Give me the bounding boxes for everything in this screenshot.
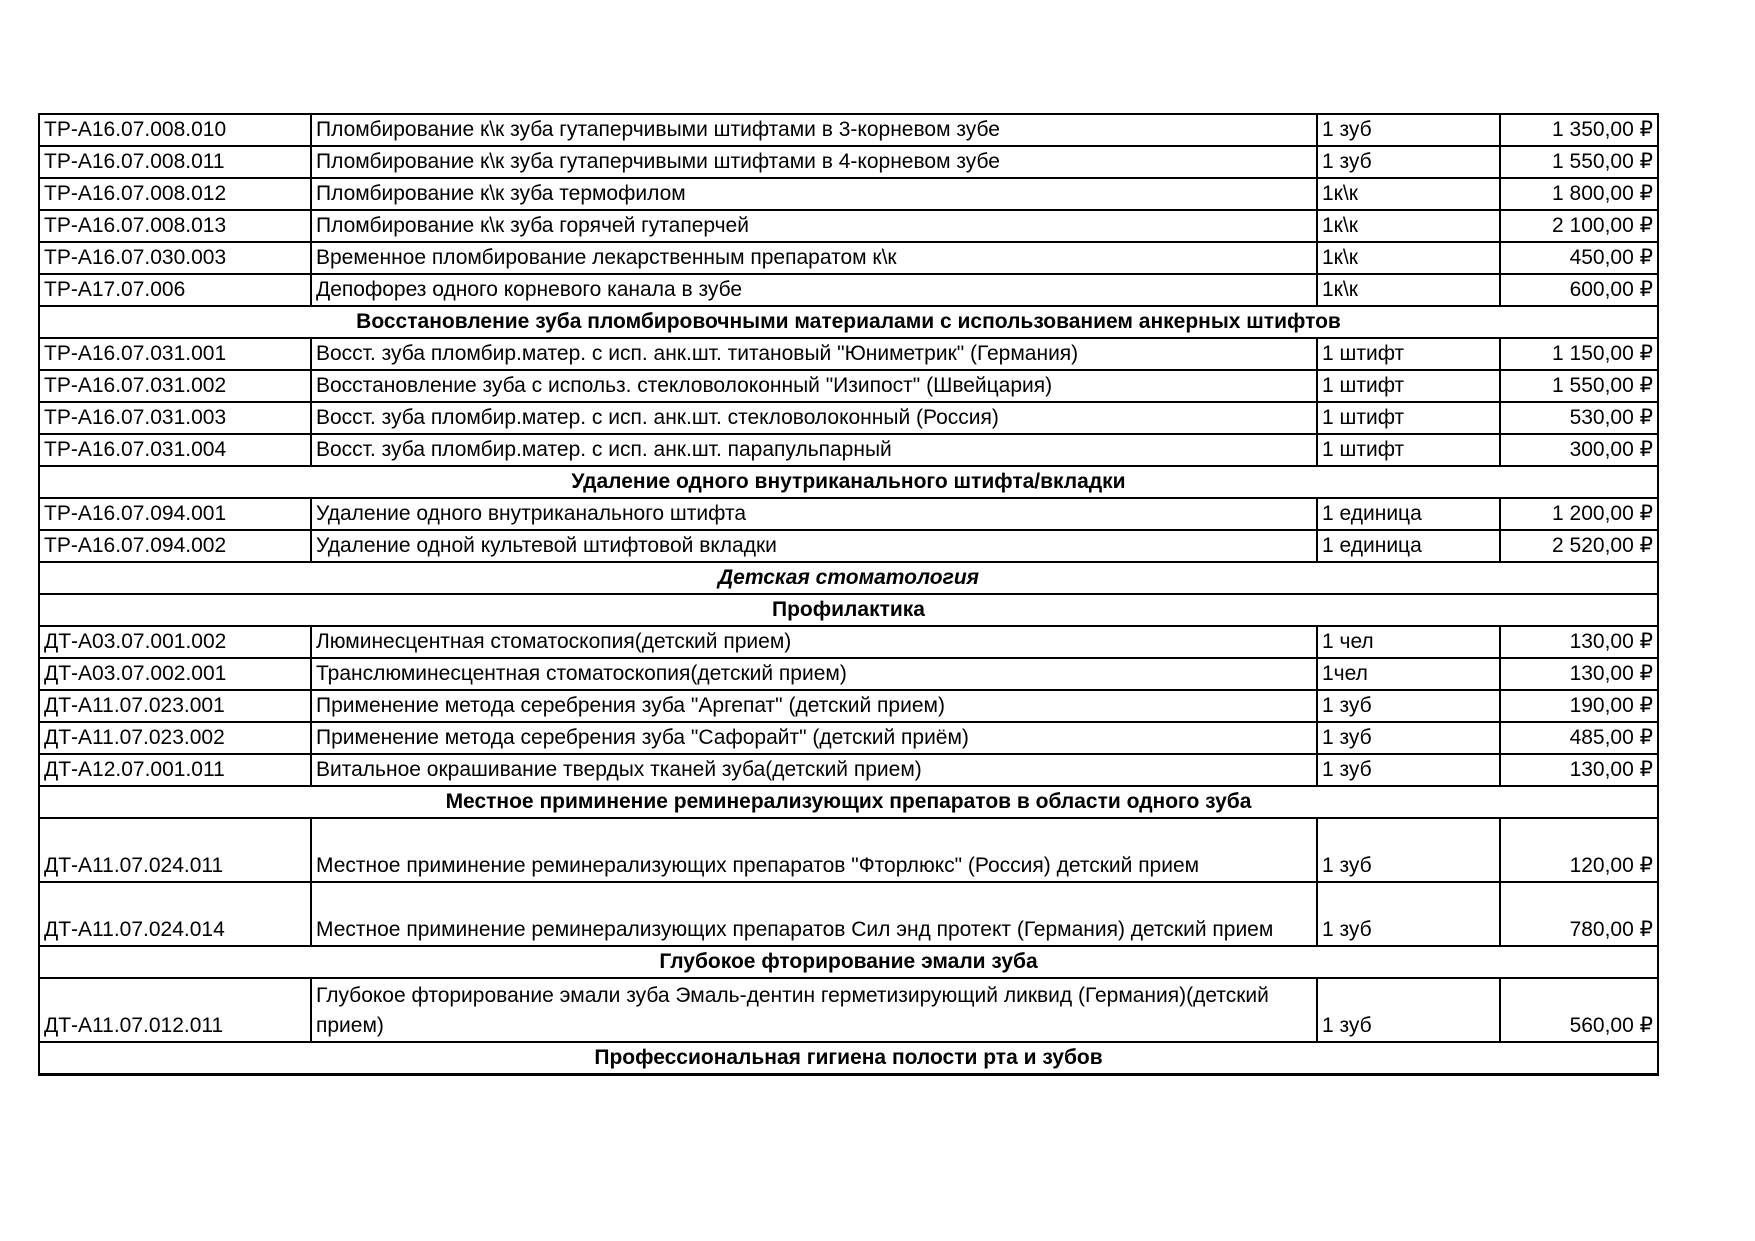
price-cell: 1 150,00 ₽ (1500, 338, 1658, 370)
service-code-cell: ТР-А16.07.031.001 (39, 338, 311, 370)
price-cell: 2 100,00 ₽ (1500, 210, 1658, 242)
unit-cell: 1 штифт (1317, 370, 1500, 402)
service-code-cell: ТР-А16.07.008.010 (39, 114, 311, 146)
service-name-cell: Пломбирование к\к зуба горячей гутаперчей (311, 210, 1317, 242)
price-cell: 190,00 ₽ (1500, 690, 1658, 722)
unit-cell: 1 чел (1317, 626, 1500, 658)
price-cell: 450,00 ₽ (1500, 242, 1658, 274)
service-code-cell: ТР-А16.07.008.012 (39, 178, 311, 210)
price-cell: 530,00 ₽ (1500, 402, 1658, 434)
price-list-table (38, 113, 1659, 1076)
service-code-cell: ТР-А16.07.031.002 (39, 370, 311, 402)
price-cell: 1 550,00 ₽ (1500, 370, 1658, 402)
section-header-row (39, 946, 1658, 978)
section-title: Профессиональная гигиена полости рта и зубов (39, 1042, 1658, 1075)
price-cell: 560,00 ₽ (1500, 978, 1658, 1042)
service-code-cell: ТР-А16.07.094.001 (39, 498, 311, 530)
unit-cell: 1 зуб (1317, 882, 1500, 946)
service-name-cell: Восст. зуба пломбир.матер. с исп. анк.шт. парапульпарный (311, 434, 1317, 466)
unit-cell: 1 штифт (1317, 338, 1500, 370)
table-row (39, 626, 1658, 658)
unit-cell: 1 единица (1317, 530, 1500, 562)
unit-cell: 1 зуб (1317, 146, 1500, 178)
section-title: Восстановление зуба пломбировочными материалами с использованием анкерных штифтов (39, 306, 1658, 338)
table-row (39, 242, 1658, 274)
table-row (39, 818, 1658, 882)
service-code-cell: ДТ-А03.07.001.002 (39, 626, 311, 658)
service-code-cell: ДТ-А11.07.012.011 (39, 978, 311, 1042)
table-row (39, 114, 1658, 146)
unit-cell: 1 штифт (1317, 434, 1500, 466)
price-list-sheet (38, 113, 1657, 1076)
unit-cell: 1чел (1317, 658, 1500, 690)
service-code-cell: ТР-А16.07.031.003 (39, 402, 311, 434)
unit-cell: 1 зуб (1317, 690, 1500, 722)
service-name-cell: Применение метода серебрения зуба "Сафорайт" (детский приём) (311, 722, 1317, 754)
price-cell: 780,00 ₽ (1500, 882, 1658, 946)
table-row (39, 274, 1658, 306)
unit-cell: 1к\к (1317, 210, 1500, 242)
unit-cell: 1 зуб (1317, 722, 1500, 754)
service-name-cell: Пломбирование к\к зуба термофилом (311, 178, 1317, 210)
service-code-cell: ТР-А16.07.008.013 (39, 210, 311, 242)
table-row (39, 370, 1658, 402)
unit-cell: 1к\к (1317, 242, 1500, 274)
service-code-cell: ДТ-А11.07.023.002 (39, 722, 311, 754)
table-row (39, 178, 1658, 210)
service-name-cell: Местное приминение реминерализующих препаратов "Фторлюкс" (Россия) детский прием (311, 818, 1317, 882)
service-name-cell: Восст. зуба пломбир.матер. с исп. анк.шт. стекловолоконный (Россия) (311, 402, 1317, 434)
service-code-cell: ТР-А16.07.008.011 (39, 146, 311, 178)
service-name-cell: Пломбирование к\к зуба гутаперчивыми штифтами в 4-корневом зубе (311, 146, 1317, 178)
price-cell: 300,00 ₽ (1500, 434, 1658, 466)
service-code-cell: ТР-А16.07.030.003 (39, 242, 311, 274)
table-row (39, 530, 1658, 562)
service-name-cell: Восст. зуба пломбир.матер. с исп. анк.шт. титановый "Юниметрик" (Германия) (311, 338, 1317, 370)
service-name-cell: Люминесцентная стоматоскопия(детский прием) (311, 626, 1317, 658)
table-row (39, 722, 1658, 754)
section-title: Местное приминение реминерализующих препаратов в области одного зуба (39, 786, 1658, 818)
service-code-cell: ТР-А16.07.094.002 (39, 530, 311, 562)
table-row (39, 146, 1658, 178)
price-list-body (39, 114, 1658, 1075)
section-header-row (39, 786, 1658, 818)
price-cell: 1 800,00 ₽ (1500, 178, 1658, 210)
service-code-cell: ТР-А17.07.006 (39, 274, 311, 306)
service-name-cell: Удаление одной культевой штифтовой вкладки (311, 530, 1317, 562)
section-title: Глубокое фторирование эмали зуба (39, 946, 1658, 978)
unit-cell: 1к\к (1317, 274, 1500, 306)
unit-cell: 1 зуб (1317, 818, 1500, 882)
service-code-cell: ДТ-А03.07.002.001 (39, 658, 311, 690)
service-name-cell: Удаление одного внутриканального штифта (311, 498, 1317, 530)
service-name-cell: Пломбирование к\к зуба гутаперчивыми штифтами в 3-корневом зубе (311, 114, 1317, 146)
service-name-cell: Глубокое фторирование эмали зуба Эмаль-дентин герметизирующий ликвид (Германия)(детский прием) (311, 978, 1317, 1042)
price-cell: 2 520,00 ₽ (1500, 530, 1658, 562)
table-row (39, 210, 1658, 242)
unit-cell: 1 зуб (1317, 978, 1500, 1042)
service-name-cell: Восстановление зуба с использ. стекловолоконный "Изипост" (Швейцария) (311, 370, 1317, 402)
table-row (39, 978, 1658, 1042)
table-row (39, 882, 1658, 946)
price-cell: 120,00 ₽ (1500, 818, 1658, 882)
service-code-cell: ТР-А16.07.031.004 (39, 434, 311, 466)
service-code-cell: ДТ-А11.07.024.014 (39, 882, 311, 946)
section-header-row (39, 1042, 1658, 1075)
table-row (39, 338, 1658, 370)
table-row (39, 434, 1658, 466)
price-cell: 130,00 ₽ (1500, 626, 1658, 658)
unit-cell: 1 единица (1317, 498, 1500, 530)
section-title: Удаление одного внутриканального штифта/вкладки (39, 466, 1658, 498)
section-header-row (39, 594, 1658, 626)
unit-cell: 1 зуб (1317, 754, 1500, 786)
service-name-cell: Транслюминесцентная стоматоскопия(детский прием) (311, 658, 1317, 690)
section-header-row (39, 306, 1658, 338)
price-cell: 130,00 ₽ (1500, 754, 1658, 786)
service-code-cell: ДТ-А12.07.001.011 (39, 754, 311, 786)
service-name-cell: Витальное окрашивание твердых тканей зуба(детский прием) (311, 754, 1317, 786)
table-row (39, 690, 1658, 722)
unit-cell: 1 зуб (1317, 114, 1500, 146)
service-name-cell: Применение метода серебрения зуба "Аргепат" (детский прием) (311, 690, 1317, 722)
section-title: Детская стоматология (39, 562, 1658, 594)
table-row (39, 498, 1658, 530)
price-cell: 600,00 ₽ (1500, 274, 1658, 306)
section-title: Профилактика (39, 594, 1658, 626)
price-cell: 1 350,00 ₽ (1500, 114, 1658, 146)
price-cell: 1 200,00 ₽ (1500, 498, 1658, 530)
service-name-cell: Местное приминение реминерализующих препаратов Сил энд протект (Германия) детский прием (311, 882, 1317, 946)
price-cell: 1 550,00 ₽ (1500, 146, 1658, 178)
table-row (39, 402, 1658, 434)
price-cell: 485,00 ₽ (1500, 722, 1658, 754)
table-row (39, 754, 1658, 786)
unit-cell: 1 штифт (1317, 402, 1500, 434)
service-code-cell: ДТ-А11.07.023.001 (39, 690, 311, 722)
unit-cell: 1к\к (1317, 178, 1500, 210)
price-cell: 130,00 ₽ (1500, 658, 1658, 690)
service-code-cell: ДТ-А11.07.024.011 (39, 818, 311, 882)
table-row (39, 658, 1658, 690)
section-header-row (39, 466, 1658, 498)
service-name-cell: Депофорез одного корневого канала в зубе (311, 274, 1317, 306)
service-name-cell: Временное пломбирование лекарственным препаратом к\к (311, 242, 1317, 274)
section-header-row (39, 562, 1658, 594)
